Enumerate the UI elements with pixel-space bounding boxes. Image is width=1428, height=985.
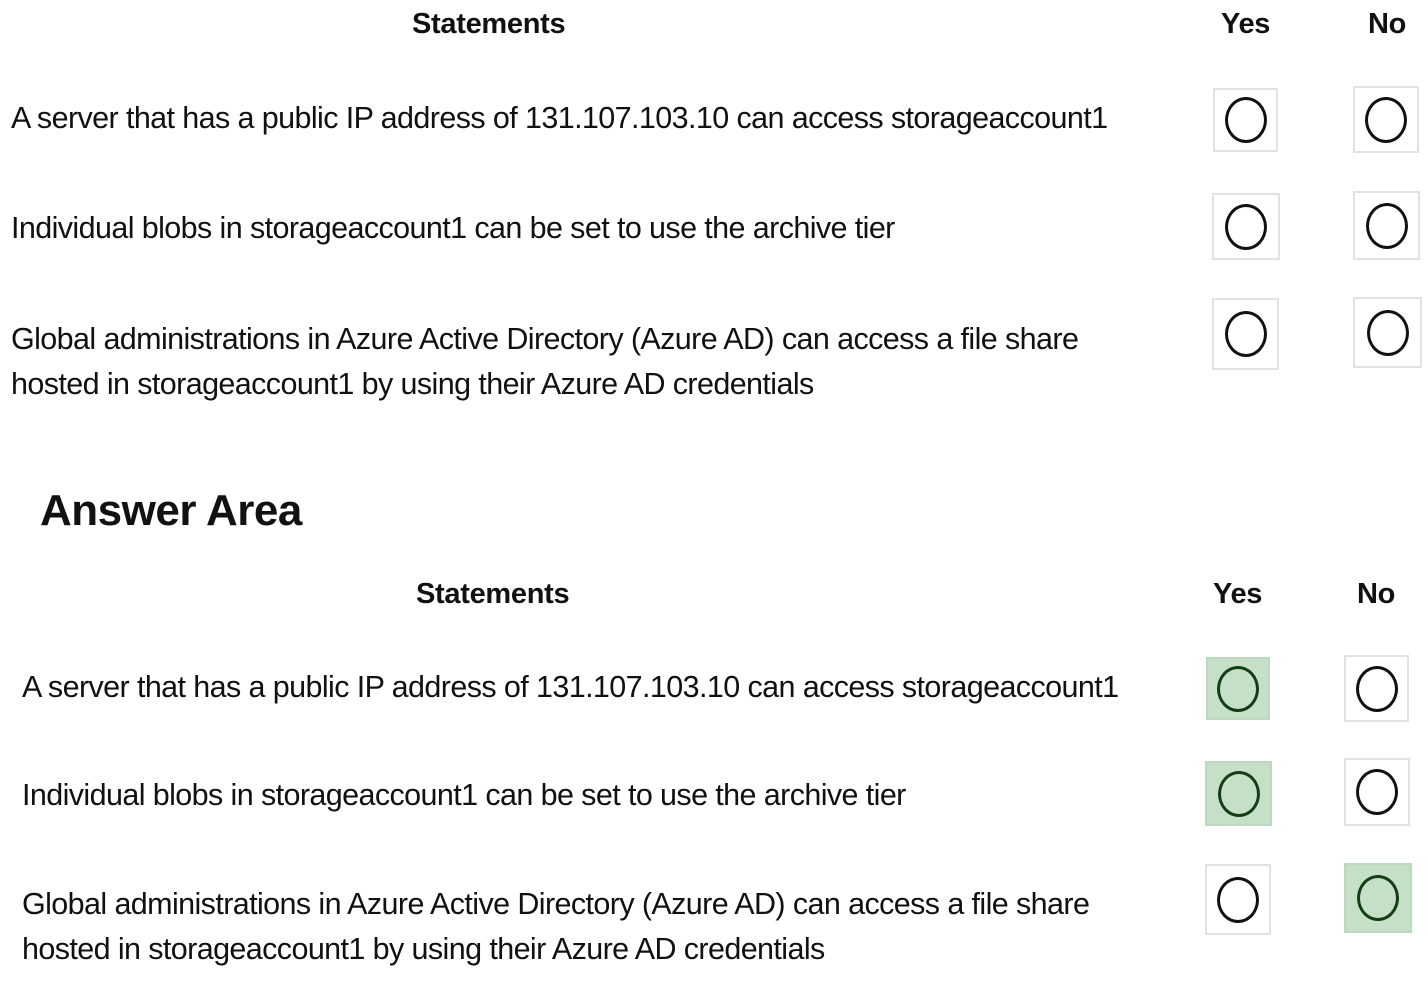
a3-yes-radio[interactable] [1205,864,1271,935]
q3-yes-radio[interactable] [1212,298,1279,370]
statement-3 [11,317,1078,407]
a2-no-radio[interactable] [1344,758,1410,826]
statements-header: Statements [412,8,566,40]
answer-statement-3 [22,882,1089,972]
radio-circle-icon [1225,204,1267,250]
radio-circle-icon [1218,771,1260,817]
answer-statement-2: Individual blobs in storageaccount1 can be set to use the archive tier [22,778,906,812]
a3-no-radio-selected[interactable] [1344,863,1412,933]
radio-circle-icon [1367,310,1409,356]
a1-yes-radio-selected[interactable] [1206,657,1270,720]
yes-header: Yes [1221,8,1271,40]
a2-yes-radio-selected[interactable] [1205,761,1272,826]
a1-no-radio[interactable] [1344,655,1409,722]
answer-statement-1: A server that has a public IP address of 131.107.103.10 can access storageaccount1 [22,670,1119,704]
q1-yes-radio[interactable] [1213,88,1278,152]
answer-statement-3-line-1: Global administrations in Azure Active Directory (Azure AD) can access a file share [22,887,1090,921]
answer-yes-header: Yes [1213,578,1263,610]
answer-statement-3-line-2: hosted in storageaccount1 by using their Azure AD credentials [22,932,825,966]
q3-no-radio[interactable] [1353,297,1422,368]
radio-circle-icon [1366,203,1408,249]
q2-no-radio[interactable] [1353,191,1420,260]
radio-circle-icon [1356,666,1398,712]
radio-circle-icon [1356,769,1398,815]
answer-area-title: Answer Area [40,486,302,535]
radio-circle-icon [1217,666,1259,712]
radio-circle-icon [1225,311,1267,357]
radio-circle-icon [1217,877,1259,923]
radio-circle-icon [1225,97,1267,143]
answer-no-header: No [1357,578,1396,610]
q2-yes-radio[interactable] [1212,193,1280,260]
statement-3-line-2: hosted in storageaccount1 by using their Azure AD credentials [11,367,814,401]
radio-circle-icon [1365,97,1407,143]
radio-circle-icon [1357,875,1399,921]
statement-3-line-1: Global administrations in Azure Active Directory (Azure AD) can access a file share [11,322,1079,356]
statement-1: A server that has a public IP address of 131.107.103.10 can access storageaccount1 [11,101,1108,135]
statement-2: Individual blobs in storageaccount1 can be set to use the archive tier [11,211,895,245]
no-header: No [1368,8,1407,40]
q1-no-radio[interactable] [1353,86,1419,153]
answer-statements-header: Statements [416,578,570,610]
